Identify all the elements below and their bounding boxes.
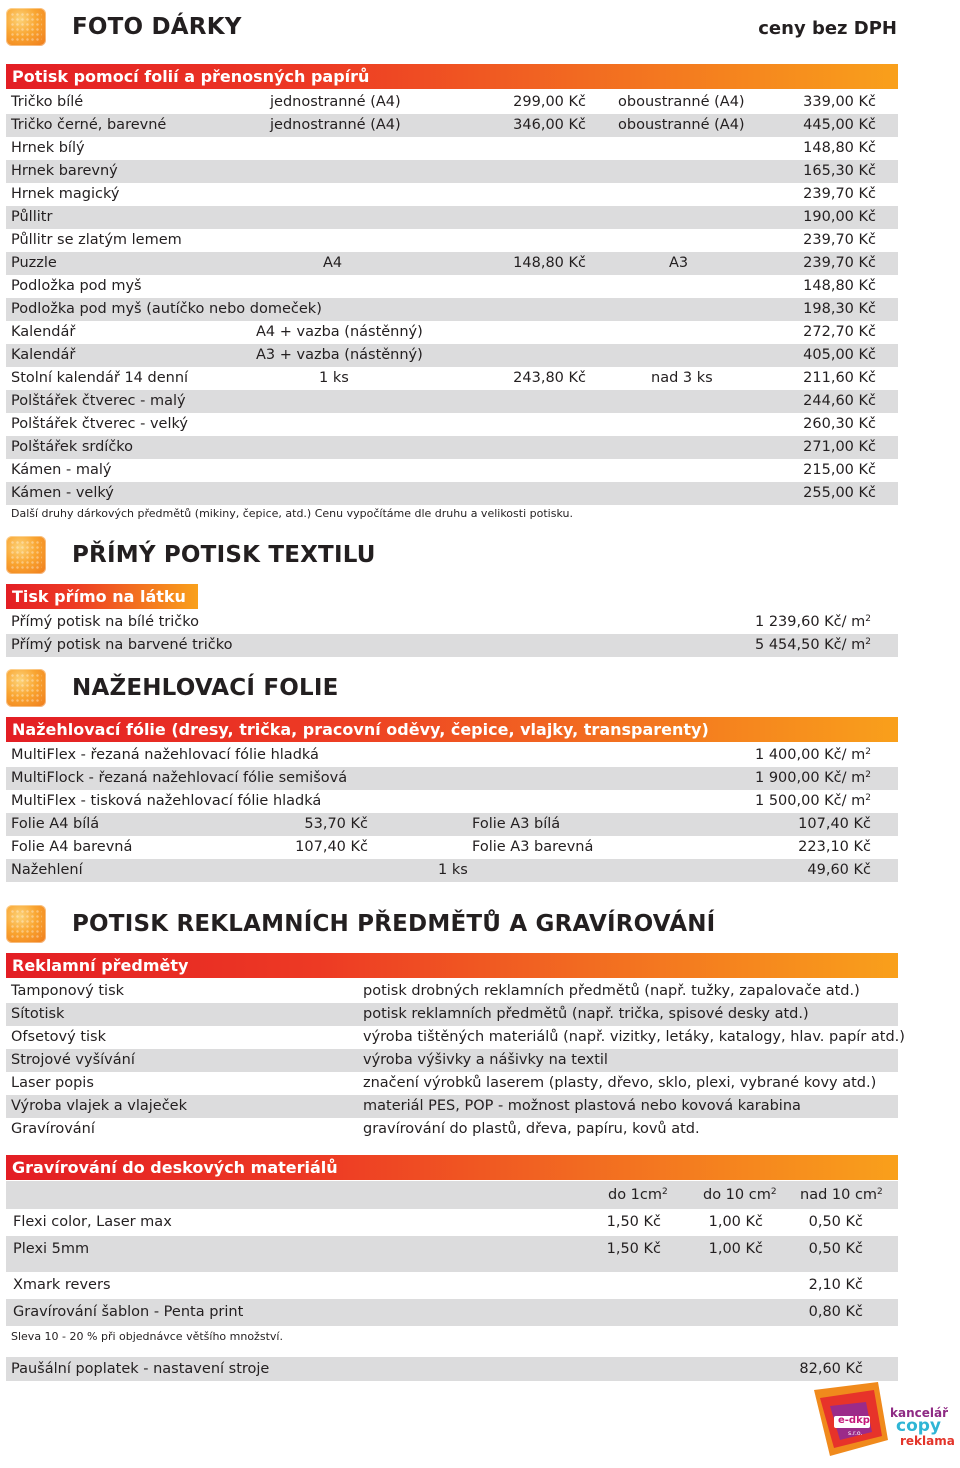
service-name: Laser popis bbox=[11, 1075, 94, 1091]
service-name: Ofsetový tisk bbox=[11, 1029, 106, 1045]
service-description: gravírování do plastů, dřeva, papíru, kovů atd. bbox=[363, 1121, 700, 1137]
item-variant-2: oboustranné (A4) bbox=[618, 117, 745, 133]
item-price: 255,00 Kč bbox=[803, 485, 876, 501]
table-row bbox=[6, 137, 898, 160]
table-row bbox=[6, 1026, 905, 1049]
logo-word-reklama: reklama bbox=[900, 1434, 955, 1448]
item-variant: A4 + vazba (nástěnný) bbox=[256, 324, 423, 340]
service-name: Gravírování bbox=[11, 1121, 95, 1137]
material-name: Plexi 5mm bbox=[13, 1241, 90, 1257]
item-name: Stolní kalendář 14 denní bbox=[11, 370, 189, 386]
item-name: Hrnek barevný bbox=[11, 163, 118, 179]
section-icon bbox=[6, 536, 46, 574]
item-name: Hrnek magický bbox=[11, 186, 120, 202]
item-price: 239,70 Kč bbox=[803, 232, 876, 248]
item-name: Podložka pod myš (autíčko nebo domeček) bbox=[11, 301, 322, 317]
table-row bbox=[6, 183, 898, 206]
table-row bbox=[6, 160, 898, 183]
table-row bbox=[6, 744, 898, 767]
item-variant-2: nad 3 ks bbox=[651, 370, 713, 386]
table-row bbox=[6, 252, 898, 275]
item-price: 5 454,50 Kč/ $m^2$ bbox=[754, 637, 871, 653]
table-row bbox=[6, 275, 898, 298]
item-price: 211,60 Kč bbox=[803, 370, 876, 386]
discount-note: Sleva 10 - 20 % při objednávce většího množství. bbox=[11, 1330, 283, 1343]
table-row bbox=[6, 1299, 898, 1326]
table-row bbox=[6, 321, 898, 344]
item-price: 239,70 Kč bbox=[803, 186, 876, 202]
item-price: 107,40 Kč bbox=[798, 816, 871, 832]
item-name: Puzzle bbox=[11, 255, 57, 271]
section-title-reklama: POTISK REKLAMNÍCH PŘEDMĚTŮ A GRAVÍROVÁNÍ bbox=[72, 911, 716, 937]
header-do-10cm: do 10 $cm^2$ bbox=[703, 1187, 777, 1203]
gravirovani-header-row bbox=[6, 1181, 898, 1209]
table-row bbox=[6, 91, 898, 114]
item-name: Kámen - velký bbox=[11, 485, 114, 501]
section-title-folie: NAŽEHLOVACÍ FOLIE bbox=[72, 675, 339, 701]
table-spacer bbox=[6, 1263, 898, 1272]
item-variant: A4 bbox=[323, 255, 343, 271]
service-description: potisk reklamních předmětů (např. trička, spisové desky atd.) bbox=[363, 1006, 809, 1022]
table-row bbox=[6, 229, 898, 252]
table-row bbox=[6, 790, 898, 813]
item-price: 445,00 Kč bbox=[803, 117, 876, 133]
item-name: Polštářek srdíčko bbox=[11, 439, 134, 455]
table-row bbox=[6, 1236, 898, 1263]
item-price: 339,00 Kč bbox=[803, 94, 876, 110]
item-name: Nažehlení bbox=[11, 862, 83, 878]
item-name: Podložka pod myš bbox=[11, 278, 142, 294]
item-name: Polštářek čtverec - malý bbox=[11, 393, 186, 409]
service-description: výroba výšivky a nášivky na textil bbox=[363, 1052, 608, 1068]
table-row bbox=[6, 413, 898, 436]
price-do-10cm: 1,00 Kč bbox=[708, 1214, 763, 1230]
section-title-textil: PŘÍMÝ POTISK TEXTILU bbox=[72, 542, 376, 568]
item-name: Kámen - malý bbox=[11, 462, 112, 478]
table-row bbox=[6, 1072, 898, 1095]
item-price: 148,80 Kč bbox=[803, 140, 876, 156]
item-price: 272,70 Kč bbox=[803, 324, 876, 340]
item-name: Folie A4 barevná bbox=[11, 839, 133, 855]
item-price: 148,80 Kč bbox=[803, 278, 876, 294]
table-row bbox=[6, 859, 898, 882]
table-row bbox=[6, 436, 898, 459]
item-price: 165,30 Kč bbox=[803, 163, 876, 179]
section-icon bbox=[6, 8, 46, 46]
price-nad-10cm: 0,50 Kč bbox=[808, 1241, 863, 1257]
table-row bbox=[6, 344, 898, 367]
item-variant: A3 + vazba (nástěnný) bbox=[256, 347, 423, 363]
item-variant: jednostranné (A4) bbox=[270, 94, 401, 110]
table-row bbox=[6, 980, 898, 1003]
section-bar-gravirovani: Gravírování do deskových materiálů bbox=[6, 1155, 898, 1180]
service-description: materiál PES, POP - možnost plastová nebo kovová karabina bbox=[363, 1098, 801, 1114]
table-row bbox=[6, 1118, 898, 1141]
final-fee-row bbox=[6, 1357, 898, 1381]
service-name: Strojové vyšívání bbox=[11, 1052, 135, 1068]
table-row bbox=[6, 1209, 898, 1236]
item-price: 271,00 Kč bbox=[803, 439, 876, 455]
item-price: 215,00 Kč bbox=[803, 462, 876, 478]
price-note: ceny bez DPH bbox=[758, 18, 897, 39]
table-row bbox=[6, 482, 898, 505]
service-name: Výroba vlajek a vlaječek bbox=[11, 1098, 188, 1114]
table-row bbox=[6, 1095, 898, 1118]
table-row bbox=[6, 390, 898, 413]
item-name-2: Folie A3 barevná bbox=[472, 839, 594, 855]
item-variant: 1 ks bbox=[319, 370, 349, 386]
item-price: 260,30 Kč bbox=[803, 416, 876, 432]
price-do-1cm: 1,50 Kč bbox=[606, 1214, 661, 1230]
item-price-1: 53,70 Kč bbox=[304, 816, 368, 832]
item-price-1: 107,40 Kč bbox=[295, 839, 368, 855]
table-row bbox=[6, 836, 898, 859]
table-row bbox=[6, 459, 898, 482]
table-row bbox=[6, 1049, 898, 1072]
table-row bbox=[6, 206, 898, 229]
item-price: 223,10 Kč bbox=[798, 839, 871, 855]
table-row bbox=[6, 114, 898, 137]
material-name: Gravírování šablon - Penta print bbox=[13, 1304, 244, 1320]
item-variant: jednostranné (A4) bbox=[270, 117, 401, 133]
item-price: 0,80 Kč bbox=[808, 1304, 863, 1320]
item-price-1: 299,00 Kč bbox=[513, 94, 586, 110]
item-price: 49,60 Kč bbox=[807, 862, 871, 878]
table-row bbox=[6, 611, 898, 634]
foto-note: Další druhy dárkových předmětů (mikiny, čepice, atd.) Cenu vypočítáme dle druhu a velikosti potisku. bbox=[11, 507, 573, 520]
item-name: Kalendář bbox=[11, 324, 76, 340]
table-row bbox=[6, 813, 898, 836]
table-row bbox=[6, 367, 898, 390]
service-name: Tamponový tisk bbox=[11, 983, 125, 999]
page-title: FOTO DÁRKY bbox=[72, 14, 242, 40]
item-price: 1 400,00 Kč/ $m^2$ bbox=[754, 747, 871, 763]
service-description: značení výrobků laserem (plasty, dřevo, sklo, plexi, vybrané kovy atd.) bbox=[363, 1075, 877, 1091]
table-row bbox=[6, 298, 898, 321]
section-icon bbox=[6, 905, 46, 943]
item-name: Polštářek čtverec - velký bbox=[11, 416, 188, 432]
item-name: Přímý potisk na bílé tričko bbox=[11, 614, 200, 630]
item-name: MultiFlex - řezaná nažehlovací fólie hladká bbox=[11, 747, 319, 763]
table-row bbox=[6, 634, 898, 657]
header-nad-10cm: nad 10 $cm^2$ bbox=[800, 1187, 883, 1203]
item-price: 1 500,00 Kč/ $m^2$ bbox=[754, 793, 871, 809]
section-bar-folie: Nažehlovací fólie (dresy, trička, pracovní oděvy, čepice, vlajky, transparenty) bbox=[6, 717, 898, 742]
final-fee-price: 82,60 Kč bbox=[799, 1361, 863, 1377]
company-logo bbox=[800, 1380, 960, 1464]
item-name: Přímý potisk na barvené tričko bbox=[11, 637, 233, 653]
price-do-10cm: 1,00 Kč bbox=[708, 1241, 763, 1257]
table-row bbox=[6, 767, 898, 790]
logo-brand: e-dkp bbox=[838, 1415, 870, 1426]
material-name: Xmark revers bbox=[13, 1277, 111, 1293]
item-variant: 1 ks bbox=[438, 862, 468, 878]
logo-sub: s.r.o. bbox=[848, 1430, 863, 1437]
item-price-1: 243,80 Kč bbox=[513, 370, 586, 386]
item-price: 190,00 Kč bbox=[803, 209, 876, 225]
price-do-1cm: 1,50 Kč bbox=[606, 1241, 661, 1257]
item-name: MultiFlock - řezaná nažehlovací fólie semišová bbox=[11, 770, 348, 786]
logo-word-copy: copy bbox=[896, 1416, 942, 1436]
item-name: Půllitr bbox=[11, 209, 53, 225]
section-bar-textil: Tisk přímo na látku bbox=[6, 584, 198, 609]
item-name: Tričko bílé bbox=[11, 94, 84, 110]
logo-word-kancelar: kancelář bbox=[890, 1406, 949, 1420]
service-name: Sítotisk bbox=[11, 1006, 65, 1022]
service-description: výroba tištěných materiálů (např. vizitky, letáky, katalogy, hlav. papír atd.) bbox=[363, 1029, 905, 1045]
item-price: 244,60 Kč bbox=[803, 393, 876, 409]
item-price: 1 239,60 Kč/ $m^2$ bbox=[754, 614, 871, 630]
item-price: 239,70 Kč bbox=[803, 255, 876, 271]
item-price: 405,00 Kč bbox=[803, 347, 876, 363]
item-price: 198,30 Kč bbox=[803, 301, 876, 317]
price-nad-10cm: 0,50 Kč bbox=[808, 1214, 863, 1230]
item-name: Tričko černé, barevné bbox=[11, 117, 167, 133]
item-price: 1 900,00 Kč/ $m^2$ bbox=[754, 770, 871, 786]
item-name: Hrnek bílý bbox=[11, 140, 85, 156]
final-fee-label: Paušální poplatek - nastavení stroje bbox=[11, 1361, 270, 1377]
item-variant-2: oboustranné (A4) bbox=[618, 94, 745, 110]
table-row bbox=[6, 1272, 898, 1299]
material-name: Flexi color, Laser max bbox=[13, 1214, 172, 1230]
item-name: Folie A4 bílá bbox=[11, 816, 100, 832]
table-row bbox=[6, 1003, 898, 1026]
service-description: potisk drobných reklamních předmětů (např. tužky, zapalovače atd.) bbox=[363, 983, 860, 999]
header-do-1cm: do $1cm^2$ bbox=[608, 1187, 668, 1203]
item-name: Půllitr se zlatým lemem bbox=[11, 232, 182, 248]
item-name: Kalendář bbox=[11, 347, 76, 363]
item-name: MultiFlex - tisková nažehlovací fólie hladká bbox=[11, 793, 322, 809]
section-icon bbox=[6, 669, 46, 707]
section-bar-reklama: Reklamní předměty bbox=[6, 953, 898, 978]
item-price-1: 148,80 Kč bbox=[513, 255, 586, 271]
section-bar-foto: Potisk pomocí folií a přenosných papírů bbox=[6, 64, 898, 89]
item-price-1: 346,00 Kč bbox=[513, 117, 586, 133]
item-variant-2: A3 bbox=[669, 255, 689, 271]
item-price: 2,10 Kč bbox=[808, 1277, 863, 1293]
item-name-2: Folie A3 bílá bbox=[472, 816, 561, 832]
